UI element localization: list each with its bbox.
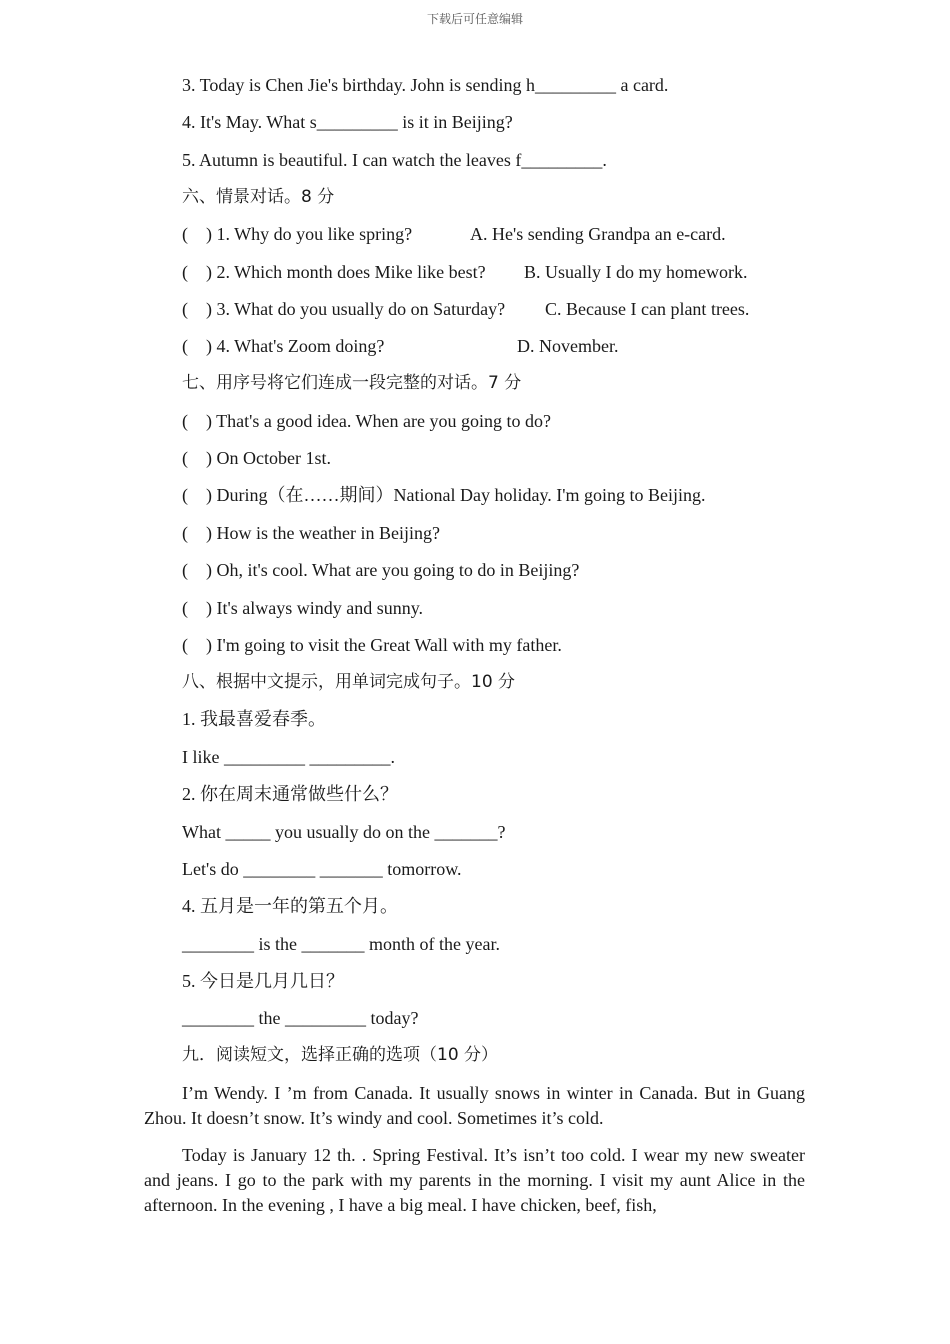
section6-question-2: ( ) 2. Which month does Mike like best? (182, 262, 486, 282)
fill-blank-3: 3. Today is Chen Jie's birthday. John is sending h_________ a card. (182, 75, 669, 95)
section7-line: ( ) On October 1st. (182, 448, 331, 468)
section8-line: I like _________ _________. (182, 747, 395, 767)
section8-line: ________ is the _______ month of the year. (182, 934, 500, 954)
section6-question-3: ( ) 3. What do you usually do on Saturday? (182, 299, 506, 319)
section7-line: ( ) How is the weather in Beijing? (182, 523, 440, 543)
section6-answer-c: C. Because I can plant trees. (545, 299, 750, 319)
section6-answer-d: D. November. (517, 336, 619, 356)
section8-line: 2. 你在周末通常做些什么？ (182, 784, 398, 804)
reading-paragraph-1-text: I’m Wendy. I ’m from Canada. It usually snows in winter in Canada. But in Guang Zhou. It doesn’t snow. It’s windy and cool. Sometimes it’s cold. (144, 1083, 805, 1128)
section8-line: Let's do ________ _______ tomorrow. (182, 859, 462, 879)
section6-answer-a: A. He's sending Grandpa an e-card. (470, 224, 726, 244)
section6-answer-b: B. Usually I do my homework. (524, 262, 748, 282)
section8-line: 1. 我最喜爱春季。 (182, 709, 326, 729)
section8-title: 八、根据中文提示，用单词完成句子。10 分 (182, 672, 516, 692)
section7-title: 七、用序号将它们连成一段完整的对话。7 分 (182, 373, 522, 393)
reading-paragraph-2-text: Today is January 12 th. . Spring Festival. It’s isn’t too cold. I wear my new sweater and jeans. I go to the park with my parents in the morning. I visit my aunt Alice in the afternoon. In the evening , I have a big meal. I have chicken, beef, fish, (144, 1145, 805, 1215)
section8-line: ________ the _________ today? (182, 1008, 419, 1028)
section7-line: ( ) Oh, it's cool. What are you going to do in Beijing? (182, 560, 580, 580)
section6-question-4: ( ) 4. What's Zoom doing? (182, 336, 385, 356)
reading-paragraph-1 (144, 1081, 805, 1131)
section8-line: 4. 五月是一年的第五个月。 (182, 896, 398, 916)
reading-paragraph-2 (144, 1143, 805, 1218)
fill-blank-5: 5. Autumn is beautiful. I can watch the leaves f_________. (182, 150, 607, 170)
section7-line: ( ) It's always windy and sunny. (182, 598, 424, 618)
section7-line: ( ) I'm going to visit the Great Wall with my father. (182, 635, 562, 655)
fill-blank-4: 4. It's May. What s_________ is it in Beijing? (182, 112, 513, 132)
section8-line: 5. 今日是几月几日？ (182, 971, 344, 991)
section8-line: What _____ you usually do on the _______? (182, 822, 506, 842)
section7-line: ( ) That's a good idea. When are you going to do? (182, 411, 551, 431)
section6-title: 六、情景对话。8 分 (182, 187, 335, 207)
section7-line: ( ) During（在……期间）National Day holiday. I'm going to Beijing. (182, 485, 706, 505)
section9-title: 九．阅读短文，选择正确的选项（10 分） (182, 1045, 499, 1065)
page-header: 下载后可任意编辑 (426, 12, 523, 26)
section6-question-1: ( ) 1. Why do you like spring? (182, 224, 413, 244)
